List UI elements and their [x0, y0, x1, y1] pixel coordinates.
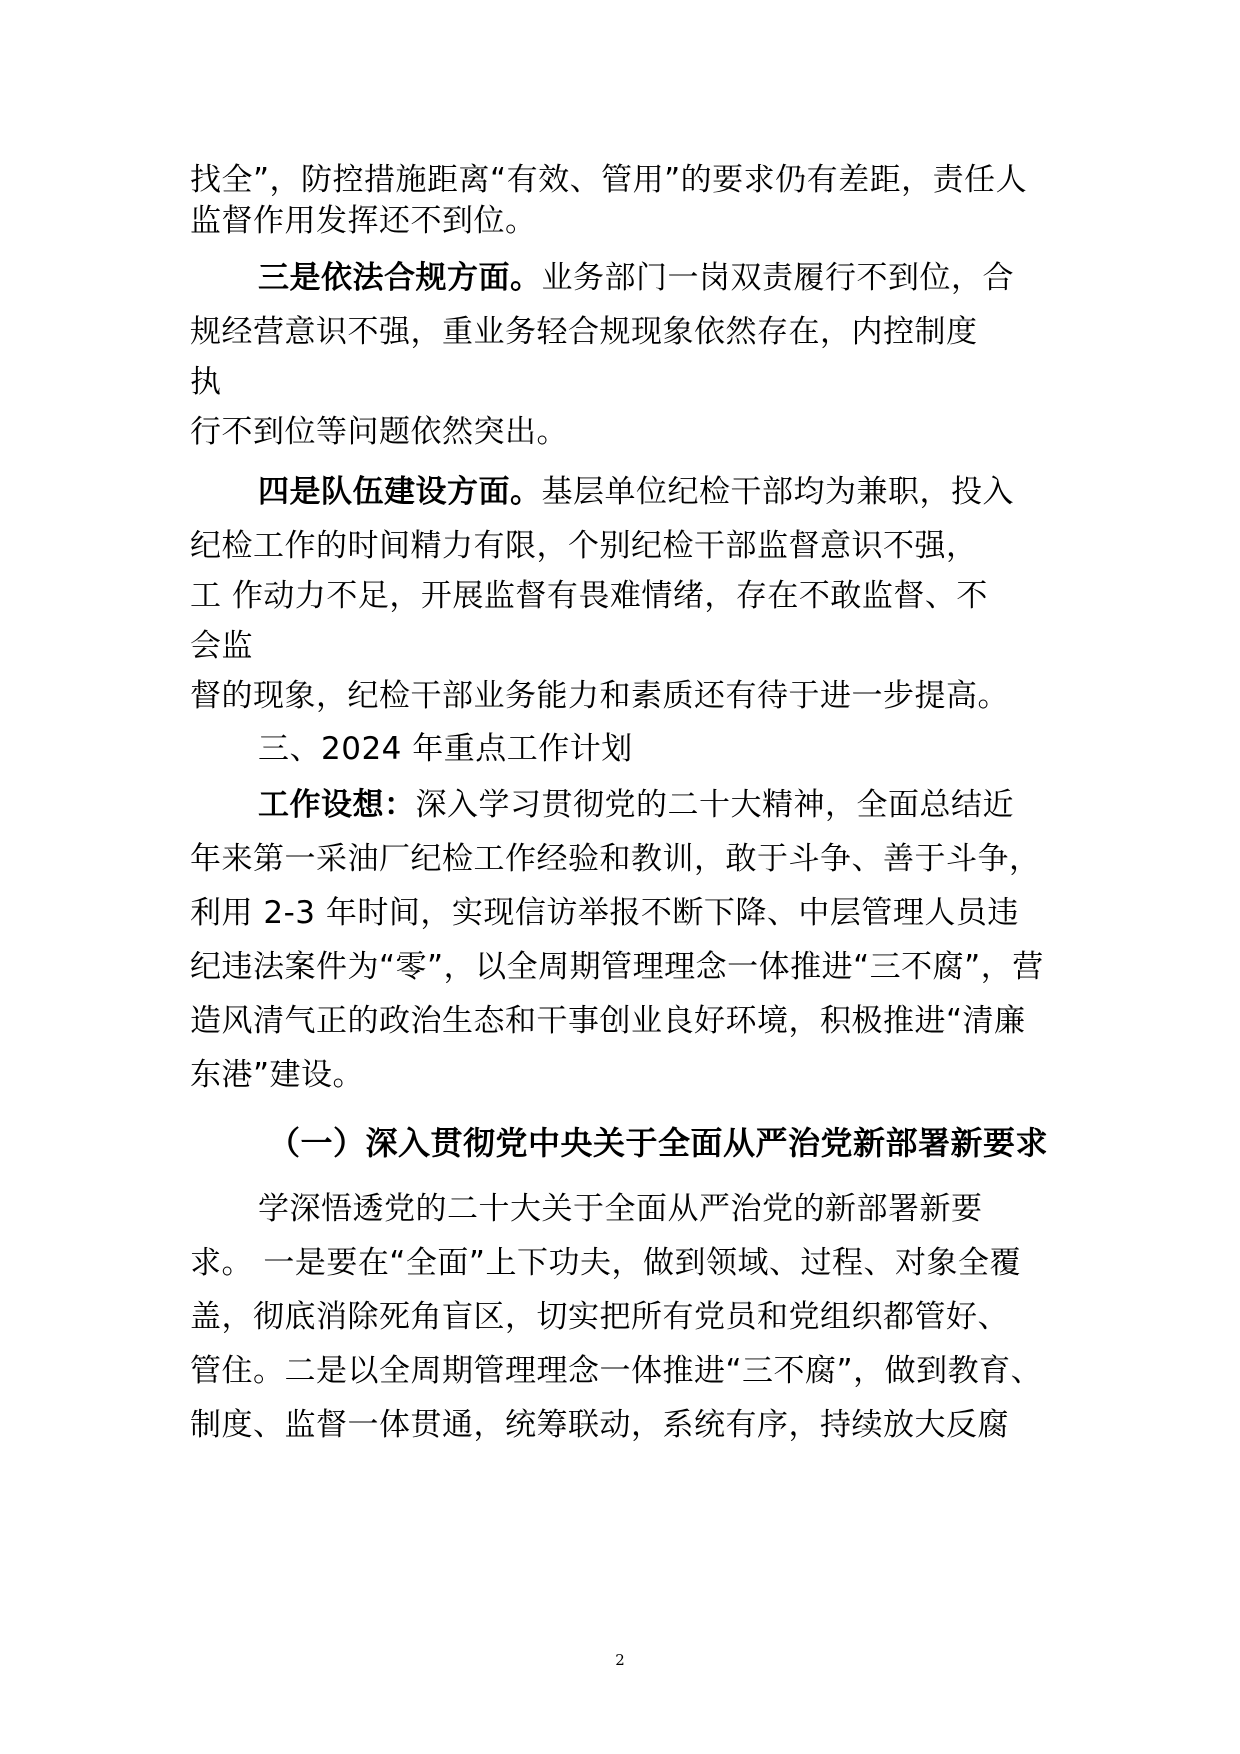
paragraph-line	[258, 785, 1014, 825]
text-line: 纪检工作的时间精力有限，个别纪检干部监督意识不强，	[190, 528, 978, 564]
text-line: 盖，彻底消除死角盲区，切实把所有党员和党组织都管好、	[190, 1299, 1009, 1335]
text-line: 监督作用发挥还不到位。	[190, 203, 537, 239]
text-run: 基层单位纪检干部均为兼职，投入	[541, 474, 1014, 510]
text-line: 会监	[190, 628, 253, 664]
text-line: 规经营意识不强，重业务轻合规现象依然存在，内控制度	[190, 314, 978, 350]
paragraph-line: 学深悟透党的二十大关于全面从严治党的新部署新要	[258, 1191, 983, 1227]
bold-lead: 三是依法合规方面。	[258, 260, 542, 296]
text-line: 找全”，防控措施距离“有效、管用”的要求仍有差距，责任人	[190, 162, 1028, 198]
text-line: 行不到位等问题依然突出。	[190, 414, 568, 450]
bold-lead: 四是队伍建设方面。	[258, 474, 542, 510]
text-line: 执	[190, 364, 222, 400]
text-line: 年来第一采油厂纪检工作经验和教训，敢于斗争、善于斗争，	[190, 841, 1041, 877]
text-line: 纪违法案件为“零”，以全周期管理理念一体推进“三不腐”，营	[190, 949, 1044, 985]
text-line: 利用 2-3 年时间，实现信访举报不断下降、中层管理人员违	[190, 895, 1019, 931]
text-line: 东港”建设。	[190, 1057, 365, 1093]
text-run: 业务部门一岗双责履行不到位，合	[541, 260, 1014, 296]
paragraph-line	[258, 472, 1014, 512]
paragraph-line	[258, 258, 1014, 298]
text-line: 造风清气正的政治生态和干事创业良好环境，积极推进“清廉	[190, 1003, 1026, 1039]
text-line: 求。 一是要在“全面”上下功夫，做到领域、过程、对象全覆	[190, 1245, 1021, 1281]
text-line: 督的现象，纪检干部业务能力和素质还有待于进一步提高。	[190, 678, 1009, 714]
text-line: 管住。二是以全周期管理理念一体推进“三不腐”，做到教育、	[190, 1353, 1043, 1389]
text-line: 制度、监督一体贯通，统筹联动，系统有序，持续放大反腐	[190, 1407, 1009, 1443]
subsection-heading: （一）深入贯彻党中央关于全面从严治党新部署新要求	[268, 1124, 1049, 1162]
section-heading: 三、2024 年重点工作计划	[258, 731, 633, 767]
text-run: 深入学习贯彻党的二十大精神，全面总结近	[415, 787, 1014, 823]
text-line: 工 作动力不足，开展监督有畏难情绪，存在不敢监督、不	[190, 578, 988, 614]
bold-lead: 工作设想：	[258, 787, 416, 823]
page-number: 2	[615, 1651, 625, 1669]
